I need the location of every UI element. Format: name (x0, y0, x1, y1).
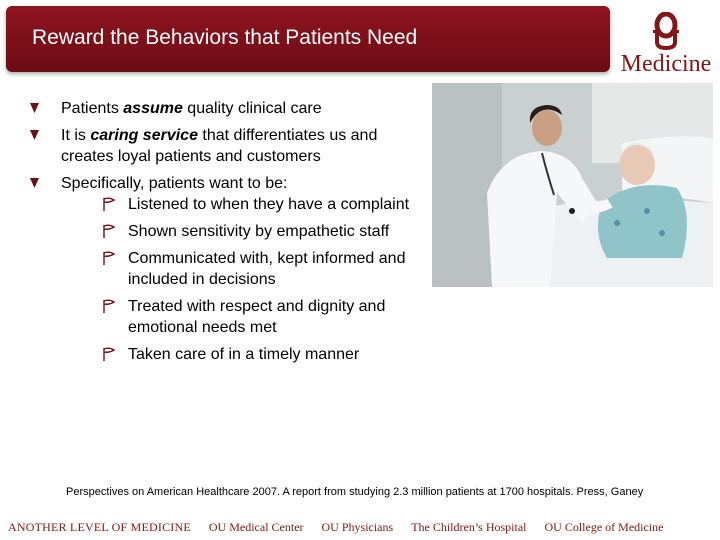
footer-item-college-of-medicine: OU College of Medicine (544, 519, 664, 534)
bullet-2 (30, 125, 430, 167)
sub-bullet-4 (61, 296, 430, 338)
triangle-bullet-icon (30, 178, 39, 188)
flag-bullet-icon (102, 299, 116, 314)
footer-item-childrens-hospital: The Children’s Hospital (411, 519, 527, 534)
footer-item-ou-medical-center: OU Medical Center (208, 519, 304, 534)
triangle-bullet-icon (30, 103, 39, 113)
sub-bullet-4-text: Treated with respect and dignity and emotional needs met (128, 298, 386, 336)
sub-bullet-2-text: Shown sensitivity by empathetic staff (128, 223, 390, 240)
sub-bullet-3 (61, 248, 430, 290)
sub-bullet-list (61, 194, 430, 365)
bullet-1-emphasis: assume (123, 100, 183, 117)
footer-tagline: ANOTHER LEVEL OF MEDICINE (8, 519, 191, 534)
source-citation: Perspectives on American Healthcare 2007. A report from studying 2.3 million patients at 1700 hospitals. Press, Ganey (66, 486, 644, 498)
sub-bullet-5 (61, 344, 430, 365)
sub-bullet-5-text: Taken care of in a timely manner (128, 346, 360, 363)
logo-wordmark: Medicine (620, 51, 712, 77)
flag-bullet-icon (102, 224, 116, 239)
bullet-3-text: Specifically, patients want to be: (61, 175, 288, 192)
bullet-1-post: quality clinical care (182, 100, 322, 117)
ou-medicine-logo (616, 12, 716, 77)
bullet-3 (30, 173, 430, 365)
bullet-2-pre: It is (61, 127, 91, 144)
bullet-1 (30, 98, 430, 119)
doctor-patient-photo (432, 83, 713, 287)
title-bar (6, 6, 610, 72)
footer-bar (0, 516, 720, 538)
sub-bullet-1 (61, 194, 430, 215)
sub-bullet-3-text: Communicated with, kept informed and included in decisions (128, 250, 406, 288)
sub-bullet-1-text: Listened to when they have a complaint (128, 196, 410, 213)
triangle-bullet-icon (30, 130, 39, 140)
sub-bullet-2 (61, 221, 430, 242)
bullet-2-emphasis: caring service (90, 127, 198, 144)
flag-bullet-icon (102, 347, 116, 362)
bullet-1-pre: Patients (61, 100, 124, 117)
footer-item-ou-physicians: OU Physicians (321, 519, 394, 534)
bullet-list (30, 98, 430, 371)
flag-bullet-icon (102, 197, 116, 212)
photo-illustration (432, 83, 713, 287)
ou-interlock-icon (650, 12, 682, 50)
flag-bullet-icon (102, 251, 116, 266)
slide-title: Reward the Behaviors that Patients Need (32, 26, 418, 49)
bullet-2-post: that differentiates us and creates loyal patients and customers (61, 127, 378, 165)
